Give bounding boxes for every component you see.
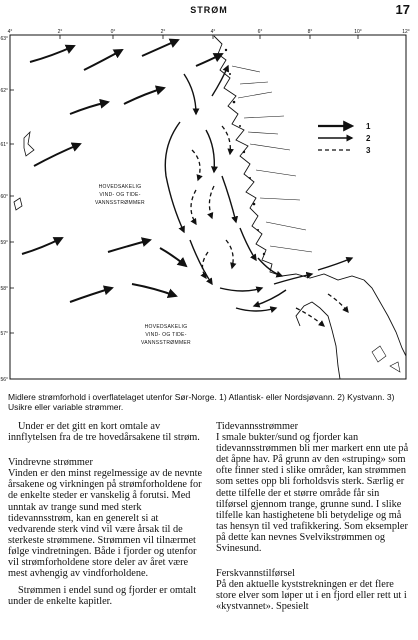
lat-tick: 62° [0,88,8,94]
figure-caption: Midlere strømforhold i overflatelaget utenfor Sør-Norge. 1) Atlantisk- eller Nordsjøvann. 2) Kystvann. 3) Usikre eller variable strømmer. [8,392,395,412]
body-text [8,421,412,637]
lat-tick: 57° [0,331,8,337]
lon-tick: 10° [354,29,362,35]
paragraph-wind-2: Strømmen i endel sund og fjorder er omtalt under de enkelte kapitler. [8,585,197,608]
lon-tick: 6° [257,29,263,35]
lon-tick: 0° [110,29,116,35]
coastal-islands [225,49,265,255]
lon-tick: 4° [210,29,216,35]
heading-tidal-currents: Tidevannsstrømmer [216,421,298,432]
map-legend [318,122,371,155]
lon-tick: 8° [307,29,313,35]
paragraph-tidal: I smale bukter/sund og fjorder kan tidevannsstrømmen bli mer markert enn ute på det åpne hav. På grunn av den «struping» som ofte finner sted i slike områder, kan strømmen som settes opp bli forholdsvis sterk. Særlig er dette tilfelle der et større område får sin tilførsel gjennom trange, grunne sund. I slike tilfelle kan hastighetene bli betydelige og må tas hensyn til ved trafikkering. Som eksempler på dette kan nevnes Svelvikstrømmen og Svinesund. [216,432,409,555]
current-map [0,26,418,392]
paragraph-wind-1: Vinden er den minst regelmessige av de nevnte årsakene og virkningen på strømforholdene for de enkelte steder er vanskelig å forutsi. Med unntak av trange sund med sterk tidevannsstrøm, kan en generelt si at vedvarende sterk vind vil være årsak til de sterkeste strømmene. Strømmen vil tilnærmet følge vindretningen. Både i fjorder og utenfor vil strømforholdene store deler av året være mest avhengig av vindforholdene. [8,468,203,580]
left-column [8,421,204,613]
lat-tick: 61° [0,142,8,148]
svg-text:VANNSSTRØMMER: VANNSSTRØMMER [95,200,145,206]
page-number: 17 [395,2,410,17]
lat-tick: 58° [0,286,8,292]
legend-label-3: 3 [366,146,371,155]
svg-text:HOVEDSAKELIG: HOVEDSAKELIG [98,184,142,190]
lon-tick: 2° [57,29,63,35]
tick-marks [10,35,358,333]
heading-wind-currents: Vindrevne strømmer [8,457,93,469]
svg-text:HOVEDSAKELIG: HOVEDSAKELIG [144,324,188,330]
lat-tick: 63° [0,36,8,42]
running-title: STRØM [190,5,228,15]
svg-text:VIND- OG TIDE-: VIND- OG TIDE- [145,332,187,338]
denmark-coast [296,302,340,379]
current-map-figure [0,26,418,392]
svg-text:VIND- OG TIDE-: VIND- OG TIDE- [99,192,141,198]
legend-label-2: 2 [366,134,371,143]
sweden-coast [364,280,406,356]
norway-coast [214,36,364,280]
lat-tick: 59° [0,240,8,246]
lat-tick: 60° [0,194,8,200]
svg-text:VANNSSTRØMMER: VANNSSTRØMMER [141,340,191,346]
legend-label-1: 1 [366,122,371,131]
orkney [14,198,22,210]
right-column [216,421,412,619]
lon-tick: 12° [402,29,410,35]
paragraph-freshwater: På den aktuelle kyststrekningen er det flere store elver som løper ut i en fjord eller rett ut i «kystvannet». Spesielt [216,579,407,613]
region-label-north [95,184,145,206]
intro-paragraph: Under er det gitt en kort omtale av innflytelsen fra de tre hovedårsakene til strøm. [8,421,200,444]
page-header [0,0,418,20]
shetland [24,132,34,156]
lon-tick: 4° [7,29,13,35]
region-label-south [141,324,191,346]
kattegat-islands [372,346,400,372]
lat-tick: 56° [0,377,8,383]
map-frame [10,35,406,379]
heading-freshwater: Ferskvannstilførsel [216,568,295,580]
lon-tick: 2° [160,29,166,35]
atlantic-current-arrows [22,40,222,302]
